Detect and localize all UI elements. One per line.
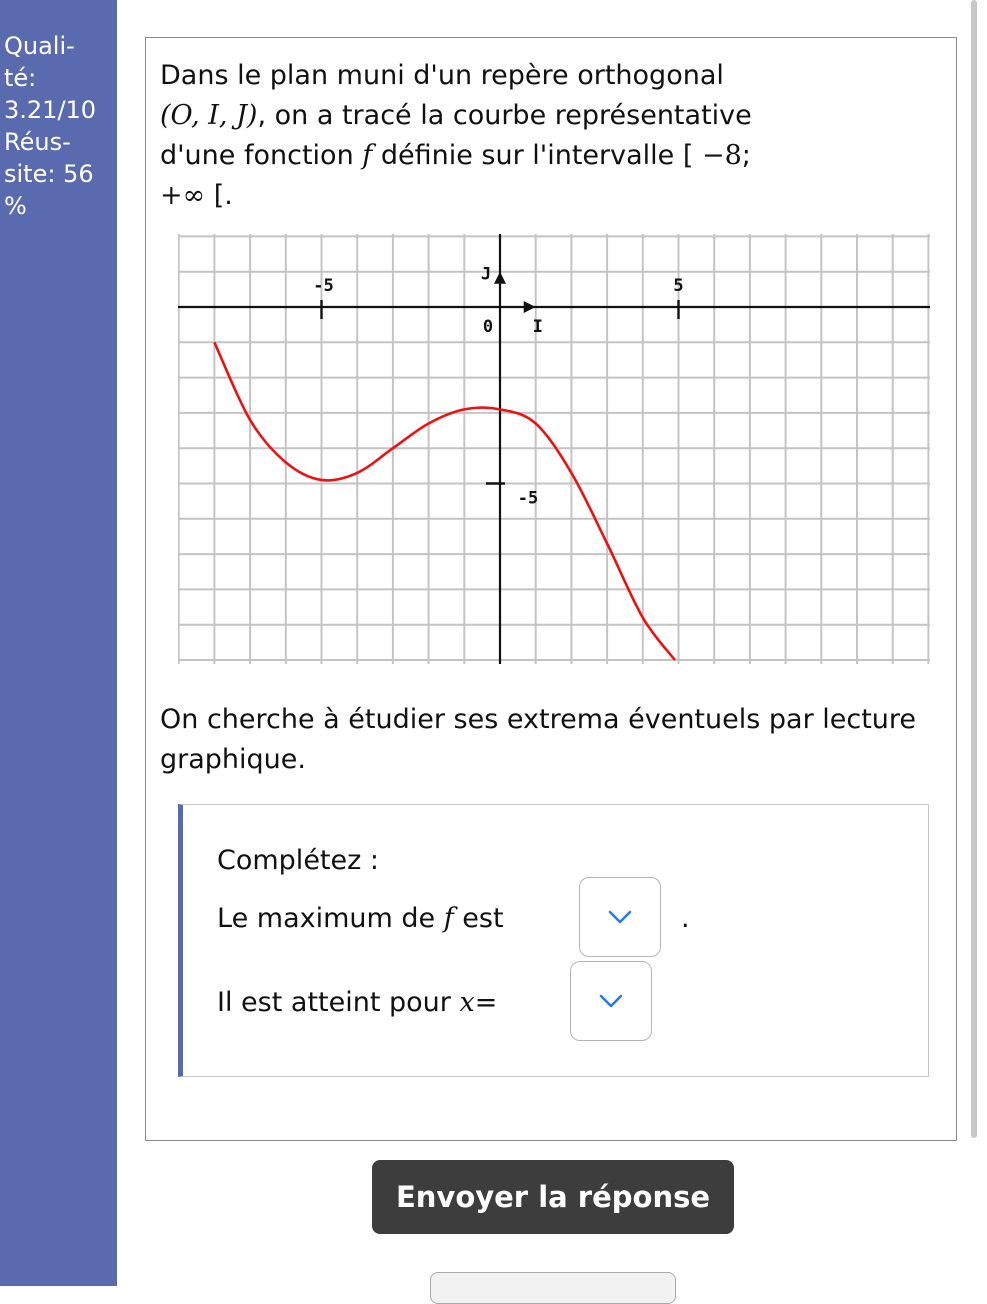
statement-line-2-text: , on a tracé la courbe représentative [257, 100, 752, 131]
unit-j-arrow-icon [494, 272, 506, 284]
statement-line-2 [160, 96, 940, 136]
success-label-1: Réus- [4, 128, 71, 156]
chevron-down-icon [598, 993, 624, 1009]
statement-line-1: Dans le plan muni d'un repère orthogonal [160, 60, 724, 91]
maximum-row [217, 903, 504, 934]
answer-panel [178, 804, 929, 1077]
maximum-prefix: Le maximum de [217, 903, 444, 934]
unit-j-label: J [480, 264, 492, 285]
quality-label-1: Quali- [4, 32, 75, 60]
maximum-function-var: f [443, 903, 454, 934]
statement-line-3-tail: définie sur l'intervalle [ [372, 140, 702, 171]
success-label-2: site: 56 [4, 160, 94, 188]
quality-label-2: té: [4, 64, 37, 92]
interval-lower: −8 [701, 140, 742, 171]
maximum-value-dropdown[interactable] [579, 877, 661, 957]
sidebar-stats [4, 30, 116, 222]
unit-i-label: I [532, 317, 543, 337]
origin-label: 0 [482, 317, 494, 337]
quality-value: 3.21/10 [4, 96, 97, 124]
y-tick-label-neg5: -5 [517, 488, 539, 509]
statement-line-3 [160, 136, 940, 176]
interval-upper: +∞ [160, 180, 206, 211]
maximum-suffix: est [453, 903, 504, 934]
question-text: On cherche à étudier ses extrema éventuels par lecture graphique. [160, 704, 917, 775]
bottom-drawer-handle[interactable] [430, 1272, 676, 1304]
statement-line-3-text: d'une fonction [160, 140, 363, 171]
graph-grid [178, 234, 930, 664]
submit-answer-button[interactable]: Envoyer la réponse [372, 1160, 734, 1234]
x-tick-label-pos5: 5 [673, 276, 684, 296]
abscissa-var: x [459, 987, 475, 1018]
exercise-card [145, 37, 957, 1141]
abscissa-prefix: Il est atteint pour [217, 987, 460, 1018]
interval-close: [. [205, 180, 233, 211]
chevron-down-icon [607, 909, 633, 925]
abscissa-value-dropdown[interactable] [570, 961, 652, 1041]
statement-line-4 [160, 176, 940, 216]
abscissa-row [217, 987, 497, 1018]
abscissa-equals: = [474, 987, 498, 1018]
panel-heading: Complétez : [217, 845, 379, 876]
success-unit: % [4, 192, 27, 220]
unit-i-arrow-icon [524, 301, 536, 313]
sidebar [0, 0, 117, 1286]
exercise-statement [160, 56, 940, 216]
scrollbar[interactable] [971, 0, 977, 1138]
function-graph [178, 234, 930, 664]
maximum-row-period: . [681, 903, 690, 934]
x-tick-label-neg5: -5 [313, 276, 334, 296]
frame-notation: (O, I, J) [160, 100, 258, 131]
interval-separator: ; [741, 140, 751, 171]
function-name: f [362, 140, 373, 171]
curve-series-line [214, 342, 675, 660]
